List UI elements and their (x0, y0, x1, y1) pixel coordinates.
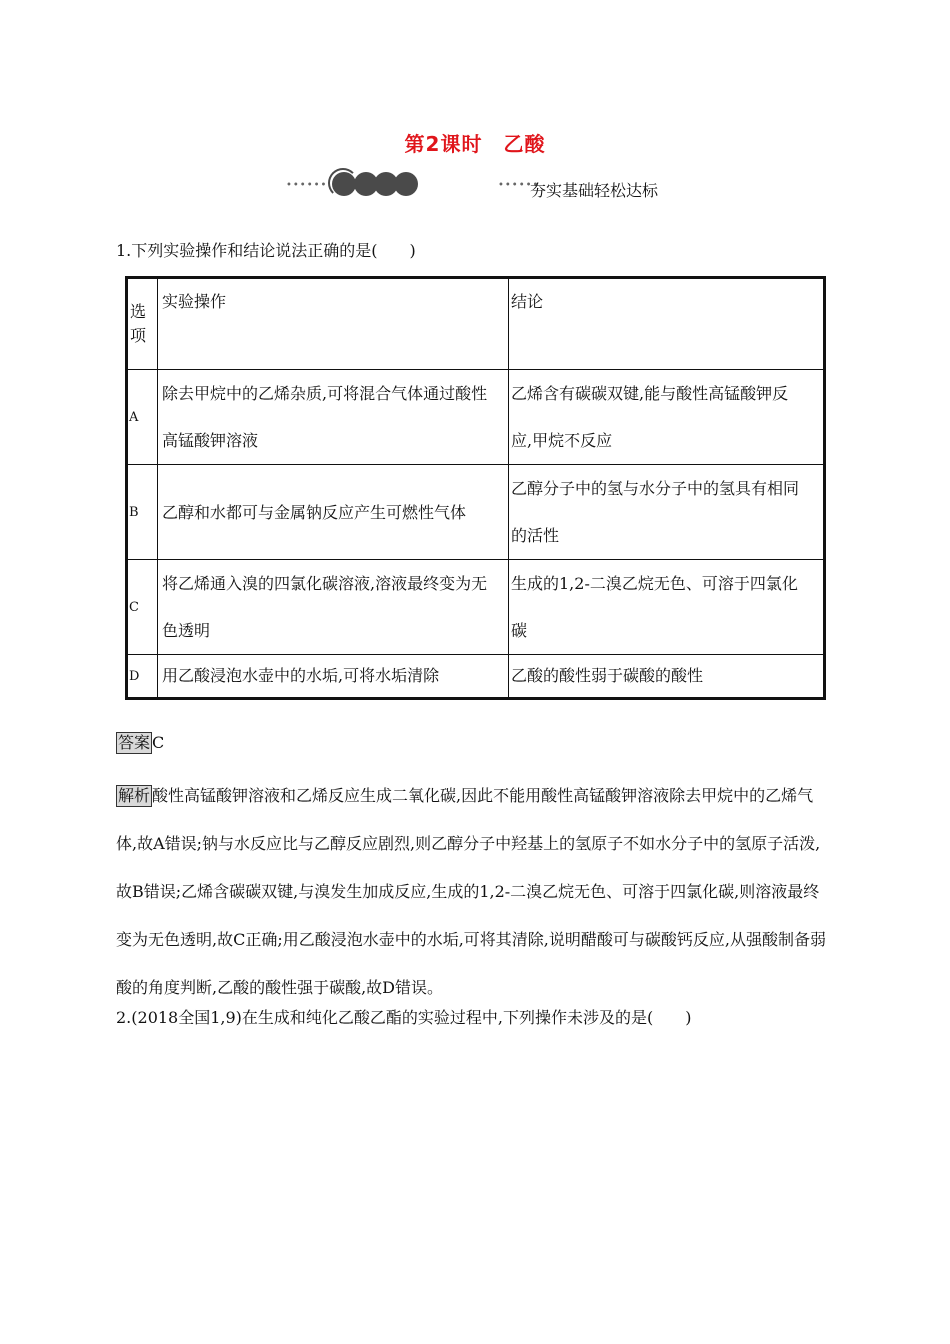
answer-tag: 答案 (118, 733, 151, 752)
option-label: B (129, 504, 139, 520)
lesson-title: 第2课时 乙酸 (404, 132, 546, 156)
operation-line: 色透明 (162, 621, 211, 640)
conclusion-line: 的活性 (511, 526, 560, 545)
section-heading: 夯实基础轻松达标 (530, 181, 659, 200)
explanation-tag: 解析 (118, 786, 151, 805)
conclusion-line: 乙酸的酸性弱于碳酸的酸性 (511, 666, 704, 685)
header-operation: 实验操作 (162, 292, 227, 311)
table-row (127, 560, 825, 655)
table-header-row (127, 278, 825, 370)
operation-line: 高锰酸钾溶液 (162, 431, 259, 450)
question-1-stem: 1.下列实验操作和结论说法正确的是( ) (116, 241, 416, 260)
operation-line: 除去甲烷中的乙烯杂质,可将混合气体通过酸性 (162, 384, 488, 403)
answer-value: C (152, 733, 165, 752)
answer-line (116, 732, 164, 754)
operation-line: 将乙烯通入溴的四氯化碳溶液,溶液最终变为无 (162, 574, 488, 593)
question-2-stem: 2.(2018全国1,9)在生成和纯化乙酸乙酯的实验过程中,下列操作未涉及的是( ) (116, 1008, 692, 1027)
conclusion-line: 乙烯含有碳碳双键,能与酸性高锰酸钾反 (511, 384, 789, 403)
table-row (127, 655, 825, 699)
option-label: C (129, 599, 139, 615)
conclusion-line: 乙醇分子中的氢与水分子中的氢具有相同 (511, 479, 800, 498)
decorative-dots-right: •••••• (498, 180, 540, 191)
option-label: A (129, 409, 139, 425)
option-label: D (129, 668, 140, 684)
header-option: 选 项 (130, 302, 147, 345)
operation-line: 用乙酸浸泡水壶中的水垢,可将水垢清除 (162, 666, 440, 685)
header-conclusion: 结论 (511, 292, 544, 311)
explanation-paragraph (116, 772, 831, 1012)
options-table (125, 276, 826, 700)
table-row (127, 465, 825, 560)
conclusion-line: 碳 (511, 621, 528, 640)
section-banner-icon (328, 168, 420, 198)
explanation-text: 酸性高锰酸钾溶液和乙烯反应生成二氧化碳,因此不能用酸性高锰酸钾溶液除去甲烷中的乙烯气体,故A错误;钠与水反应比与乙醇反应剧烈,则乙醇分子中羟基上的氢原子不如水分子中的氢原子活泼,故B错误;乙烯含碳碳双键,与溴发生加成反应,生成的1,2-二溴乙烷无色、可溶于四氯化碳,则溶液最终变为无色透明,故C正确;用乙酸浸泡水壶中的水垢,可将其清除,说明醋酸可与碳酸钙反应,从强酸制备弱酸的角度判断,乙酸的酸性强于碳酸,故D错误。 (116, 786, 826, 997)
table-row (127, 370, 825, 465)
conclusion-line: 应,甲烷不反应 (511, 431, 613, 450)
decorative-dots-left: •••••• (286, 180, 328, 191)
operation-line: 乙醇和水都可与金属钠反应产生可燃性气体 (162, 502, 467, 522)
conclusion-line: 生成的1,2-二溴乙烷无色、可溶于四氯化 (511, 574, 798, 593)
